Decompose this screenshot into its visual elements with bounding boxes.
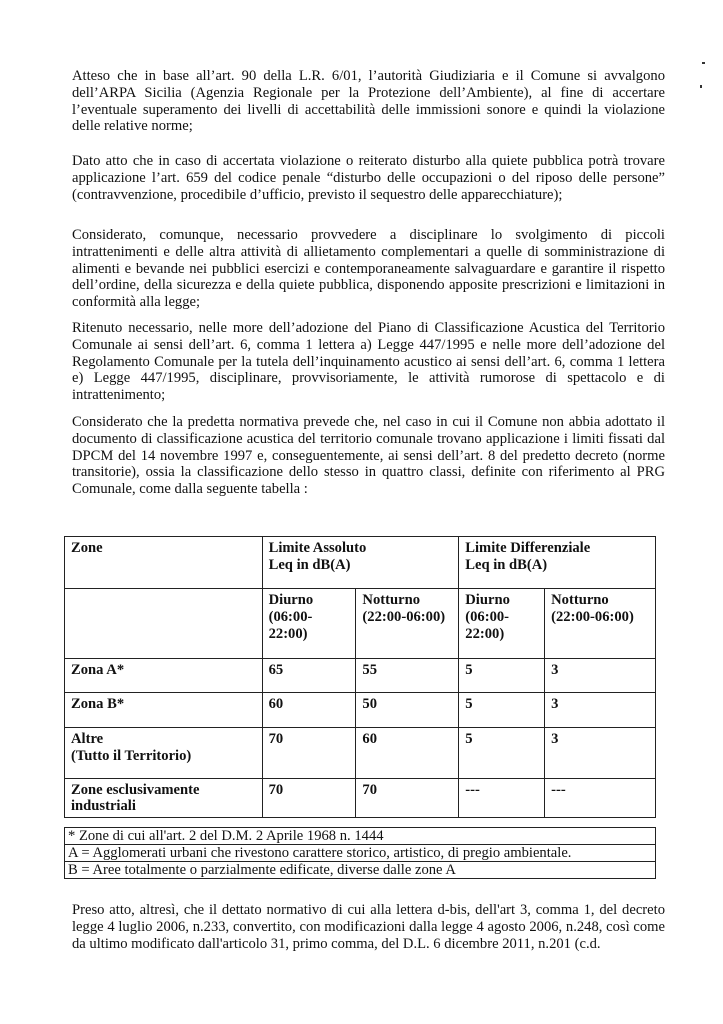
- note-zone-b: B = Aree totalmente o parzialmente edificate, diverse dalle zone A: [65, 862, 656, 879]
- abs-day-cell: 70: [262, 779, 356, 818]
- paragraph-ritenuto: Ritenuto necessario, nelle more dell’adozione del Piano di Classificazione Acustica del Territorio Comunale ai sensi dell’art. 6, comma 1 lettera a) Legge 447/1995 e nelle more dell’adozione del Regolamento Comunale per la tutela dell’inquinamento acustico ai sensi dell’art. 6, comma 1 lettera e) Legge 447/1995, disciplinare, provvisoriamente, le attività rumorose di spettacolo e di intrattenimento;: [72, 320, 665, 404]
- zone-cell: Altre (Tutto il Territorio): [65, 728, 263, 779]
- table-row: [65, 779, 656, 818]
- abs-day-cell: 65: [262, 659, 356, 693]
- table-subheader-row: [65, 589, 656, 659]
- header-differential-limit: Limite Differenziale Leq in dB(A): [459, 537, 656, 589]
- note-zone-a: A = Agglomerati urbani che rivestono carattere storico, artistico, di pregio ambientale.: [65, 845, 656, 862]
- abs-night-cell: 70: [356, 779, 459, 818]
- table-header-row: [65, 537, 656, 589]
- header-zone: Zone: [65, 537, 263, 589]
- zone-cell: Zona A*: [65, 659, 263, 693]
- abs-night-cell: 60: [356, 728, 459, 779]
- zone-notes-table: [64, 827, 656, 879]
- subheader-diff-day: Diurno (06:00- 22:00): [459, 589, 545, 659]
- note-dm-1444: * Zone di cui all'art. 2 del D.M. 2 Aprile 1968 n. 1444: [65, 828, 656, 845]
- zone-cell: Zona B*: [65, 693, 263, 728]
- subheader-empty: [65, 589, 263, 659]
- note-row: [65, 828, 656, 845]
- diff-night-cell: ---: [545, 779, 656, 818]
- subheader-diff-night: Notturno (22:00-06:00): [545, 589, 656, 659]
- diff-night-cell: 3: [545, 659, 656, 693]
- note-row: [65, 845, 656, 862]
- diff-day-cell: ---: [459, 779, 545, 818]
- scan-mark: [700, 85, 702, 88]
- abs-night-cell: 50: [356, 693, 459, 728]
- diff-night-cell: 3: [545, 728, 656, 779]
- zone-cell: Zone esclusivamente industriali: [65, 779, 263, 818]
- paragraph-codice-penale: Dato atto che in caso di accertata violazione o reiterato disturbo alla quiete pubblica potrà trovare applicazione l’art. 659 del codice penale “disturbo delle occupazioni o del riposo delle persone” (contravvenzione, procedibile d’ufficio, previsto il sequestro delle apparecchiature);: [72, 153, 665, 203]
- paragraph-arpa: Atteso che in base all’art. 90 della L.R. 6/01, l’autorità Giudiziaria e il Comune si avvalgono dell’ARPA Sicilia (Agenzia Regionale per la Protezione dell’Ambiente), al fine di accertare l’eventuale superamento dei livelli di accettabilità delle immissioni sonore e quindi la violazione delle relative norme;: [72, 68, 665, 135]
- diff-day-cell: 5: [459, 728, 545, 779]
- abs-day-cell: 60: [262, 693, 356, 728]
- header-absolute-limit: Limite Assoluto Leq in dB(A): [262, 537, 459, 589]
- diff-night-cell: 3: [545, 693, 656, 728]
- diff-day-cell: 5: [459, 693, 545, 728]
- paragraph-preso-atto: Preso atto, altresì, che il dettato normativo di cui alla lettera d-bis, dell'art 3, comma 1, del decreto legge 4 luglio 2006, n.233, convertito, con modificazioni dalla legge 4 agosto 2006, n.248, così come da ultimo modificato dall'articolo 31, primo comma, del D.L. 6 dicembre 2011, n.201 (c.d.: [72, 902, 665, 952]
- table-row: [65, 659, 656, 693]
- subheader-abs-day: Diurno (06:00- 22:00): [262, 589, 356, 659]
- note-row: [65, 862, 656, 879]
- abs-day-cell: 70: [262, 728, 356, 779]
- table-row: [65, 693, 656, 728]
- table-row: [65, 728, 656, 779]
- paragraph-normativa: Considerato che la predetta normativa prevede che, nel caso in cui il Comune non abbia adottato il documento di classificazione acustica del territorio comunale trovano applicazione i limiti fissati dal DPCM del 14 novembre 1997 e, conseguentemente, ai sensi dell’art. 8 del predetto decreto (norme transitorie), ossia la classificazione dello stesso in quattro classi, definite con riferimento al PRG Comunale, come dalla seguente tabella :: [72, 414, 665, 498]
- subheader-abs-night: Notturno (22:00-06:00): [356, 589, 459, 659]
- scan-mark: [702, 62, 705, 64]
- abs-night-cell: 55: [356, 659, 459, 693]
- diff-day-cell: 5: [459, 659, 545, 693]
- paragraph-considerato: Considerato, comunque, necessario provvedere a disciplinare lo svolgimento di piccoli intrattenimenti e delle altra attività di allietamento complementari a quelle di somministrazione di alimenti e bevande nei pubblici esercizi e contemporaneamente salvaguardare e garantire il rispetto dell’ordine, della sicurezza e della quiete pubblica, disponendo apposite prescrizioni e limitazioni in conformità alla legge;: [72, 227, 665, 311]
- noise-limits-table: [64, 536, 656, 818]
